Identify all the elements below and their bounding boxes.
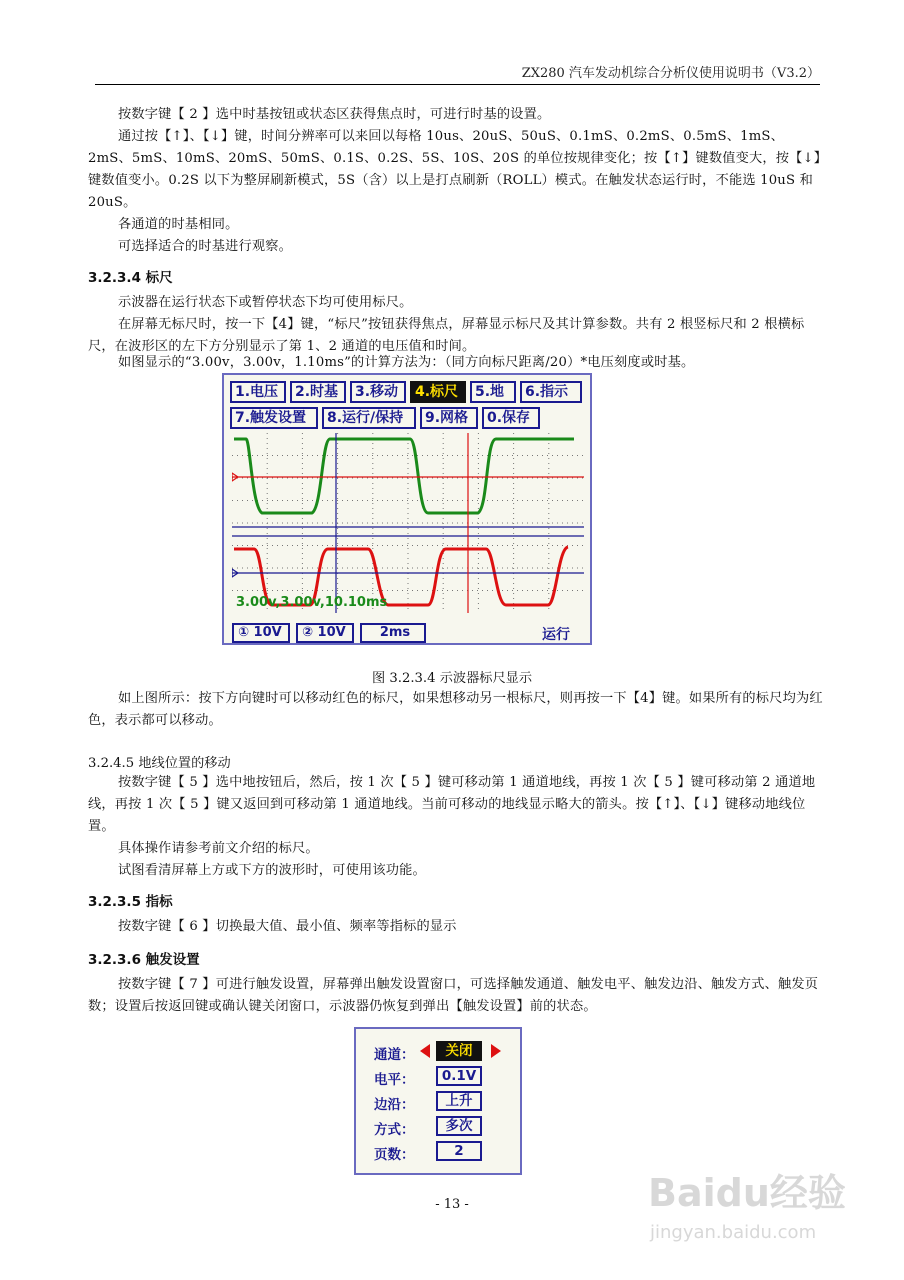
edge-label: 边沿：: [374, 1097, 415, 1113]
paragraph: 通过按【↑】、【↓】键，时间分辨率可以来回以每格 10us、20uS、50uS、0.1mS、0.2mS、0.5mS、1mS、2mS、5mS、10mS、20mS、50mS、0.1S、0.2S、5S、10S、20S 的单位按规律变化；按【↑】键数值变大，按【↓】键数值变小。0.2S 以下为整屏刷新模式，5S（含）以上是打点刷新（ROLL）模式。在触发状态运行时，不能选 10uS 和 20uS。: [88, 129, 821, 210]
ch1-waveform: [234, 439, 574, 513]
running-header: ZX280 汽车发动机综合分析仪使用说明书（V3.2）: [521, 66, 820, 81]
paragraph: 可选择适合的时基进行观察。: [118, 239, 293, 254]
header-rule: [95, 84, 820, 85]
mode-value[interactable]: 多次: [436, 1116, 482, 1136]
paragraph: 示波器在运行状态下或暂停状态下均可使用标尺。: [118, 295, 413, 310]
scope-menu-button[interactable]: 8.运行/保持: [322, 407, 416, 429]
ch1-scale[interactable]: ① 10V: [232, 623, 290, 643]
paragraph: 按数字键【 5 】选中地按钮后，然后，按 1 次【 5 】键可移动第 1 通道地线，再按 1 次【 5 】键可移动第 2 通道地线，再按 1 次【 5 】键又返回到可移动第 1 通道地线。当前可移动的地线显示略大的箭头。按【↑】、【↓】键移动地线位置。: [88, 775, 816, 834]
cursor-readout: 3.00v,3.00v,10.10ms: [236, 595, 388, 610]
prev-arrow-icon[interactable]: [420, 1044, 430, 1058]
paragraph: 试图看清屏幕上方或下方的波形时，可使用该功能。: [118, 863, 426, 878]
watermark-brand: Baidu经验: [648, 1171, 846, 1215]
paragraph: 按数字键【 6 】切换最大值、最小值、频率等指标的显示: [118, 919, 457, 934]
section-heading: 3.2.3.5 指标: [88, 894, 173, 910]
next-arrow-icon[interactable]: [491, 1044, 501, 1058]
section-heading: 3.2.3.4 标尺: [88, 270, 173, 286]
timebase-value[interactable]: 2ms: [360, 623, 426, 643]
scope-menu-button[interactable]: 4.标尺: [410, 381, 466, 403]
channel-value[interactable]: 关闭: [436, 1041, 482, 1061]
waveform-area: [232, 433, 584, 613]
oscilloscope-screen-figure: [222, 373, 592, 645]
watermark-url: jingyan.baidu.com: [650, 1222, 817, 1243]
scope-menu-button[interactable]: 9.网格: [420, 407, 478, 429]
mode-label: 方式：: [374, 1122, 415, 1138]
paragraph: 在屏幕无标尺时，按一下【4】键，“标尺”按钮获得焦点，屏幕显示标尺及其计算参数。共有 2 根竖标尺和 2 根横标尺，在波形区的左下方分别显示了第 1、2 通道的电压值和时间。: [88, 317, 805, 354]
pages-value[interactable]: 2: [436, 1141, 482, 1161]
trigger-settings-dialog: [354, 1027, 522, 1175]
paragraph: 按数字键【 7 】可进行触发设置，屏幕弹出触发设置窗口，可选择触发通道、触发电平、触发边沿、触发方式、触发页数；设置后按返回键或确认键关闭窗口，示波器仍恢复到弹出【触发设置】前的状态。: [88, 977, 819, 1014]
ch2-scale[interactable]: ② 10V: [296, 623, 354, 643]
paragraph: 按数字键【 2 】选中时基按钮或状态区获得焦点时，可进行时基的设置。: [118, 107, 551, 122]
level-value[interactable]: 0.1V: [436, 1066, 482, 1086]
baidu-watermark: [648, 1158, 848, 1248]
page-number: - 13 -: [435, 1197, 469, 1212]
scope-menu-button[interactable]: 6.指示: [520, 381, 582, 403]
channel-label: 通道：: [374, 1047, 415, 1063]
section-heading: 3.2.3.6 触发设置: [88, 952, 200, 968]
edge-value[interactable]: 上升: [436, 1091, 482, 1111]
pages-label: 页数：: [374, 1147, 415, 1163]
scope-menu-button[interactable]: 3.移动: [350, 381, 406, 403]
scope-menu-button[interactable]: 0.保存: [482, 407, 540, 429]
paragraph: 各通道的时基相同。: [118, 217, 239, 232]
scope-menu-button[interactable]: 7.触发设置: [230, 407, 318, 429]
paragraph: 具体操作请参考前文介绍的标尺。: [118, 841, 319, 856]
paragraph: 如上图所示：按下方向键时可以移动红色的标尺，如果想移动另一根标尺，则再按一下【4】键。如果所有的标尺均为红色，表示都可以移动。: [88, 691, 823, 728]
level-label: 电平：: [374, 1072, 415, 1088]
scope-menu-button[interactable]: 1.电压: [230, 381, 286, 403]
figure-caption: 图 3.2.3.4 示波器标尺显示: [371, 671, 533, 686]
scope-menu-button[interactable]: 2.时基: [290, 381, 346, 403]
paragraph: 如图显示的“3.00v，3.00v，1.10ms”的计算方法为：（同方向标尺距离/20）*电压刻度或时基。: [118, 355, 695, 370]
scope-menu-button[interactable]: 5.地: [470, 381, 516, 403]
run-state: 运行: [542, 627, 570, 643]
section-heading: 3.2.4.5 地线位置的移动: [88, 756, 231, 771]
